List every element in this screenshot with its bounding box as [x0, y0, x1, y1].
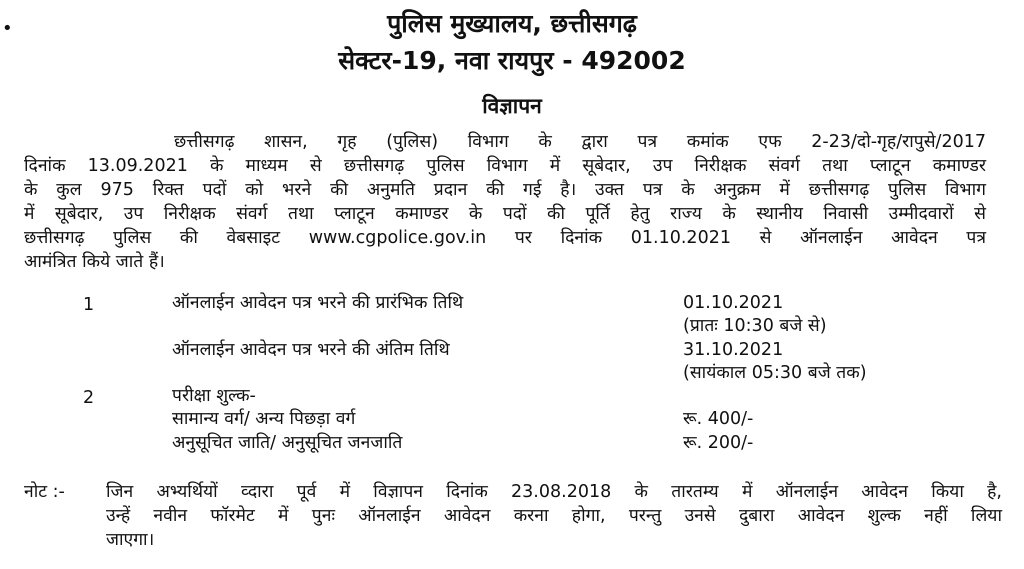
end-date-label: ऑनलाईन आवेदन पत्र भरने की अंतिम तिथि	[172, 340, 450, 360]
note-line: उन्हें नवीन फॉरमेट में पुनः ऑनलाईन आवेदन करना होगा, परन्तु उनसे दुबारा आवेदन शुल्क नहीं लिया	[106, 506, 1002, 526]
intro-line: आमंत्रित किये जाते हैं।	[24, 252, 165, 272]
start-time-value: (प्रातः 10:30 बजे से)	[683, 316, 827, 336]
end-date-value: 31.10.2021	[683, 340, 784, 360]
item-number: 1	[83, 295, 95, 315]
intro-line: में सूबेदार, उप निरीक्षक संवर्ग तथा प्लाटून कमाण्डर के पदों की पूर्ति हेतु राज्य के स्थानीय निवासी उम्मीदवारों से	[24, 204, 986, 224]
note-label: नोट :-	[24, 482, 65, 502]
note-body	[106, 480, 1002, 552]
intro-line: छत्तीसगढ़ शासन, गृह (पुलिस) विभाग के द्वारा पत्र कमांक एफ 2-23/दो-गृह/रापुसे/2017	[174, 132, 986, 152]
note-line: जाएगा।	[106, 530, 155, 550]
scan-mark: •	[2, 18, 13, 39]
document-title: विज्ञापन	[482, 94, 542, 118]
end-time-value: (सायंकाल 05:30 बजे तक)	[683, 363, 867, 383]
general-category-label: सामान्य वर्ग/ अन्य पिछड़ा वर्ग	[172, 409, 356, 429]
item-number: 2	[83, 388, 95, 408]
general-category-fee: रू. 400/-	[683, 409, 754, 429]
sc-st-category-fee: रू. 200/-	[683, 433, 754, 453]
intro-paragraph	[24, 130, 986, 274]
note-line: जिन अभ्यर्थियों व्दारा पूर्व में विज्ञापन दिनांक 23.08.2018 के तारतम्य में ऑनलाईन आवेदन किया है,	[106, 482, 1002, 502]
start-date-label: ऑनलाईन आवेदन पत्र भरने की प्रारंभिक तिथि	[172, 293, 464, 313]
office-name: पुलिस मुख्यालय, छत्तीसगढ़	[387, 9, 637, 38]
exam-fee-heading: परीक्षा शुल्क-	[172, 386, 256, 406]
office-address: सेक्टर-19, नवा रायपुर - 492002	[338, 46, 686, 75]
intro-line: के कुल 975 रिक्त पदों को भरने की अनुमति प्रदान की गई है। उक्त पत्र के अनुक्रम में छत्तीसगढ़ पुलिस विभाग	[24, 180, 986, 200]
intro-line: छत्तीसगढ़ पुलिस की वेबसाइट www.cgpolice.gov.in पर दिनांक 01.10.2021 से ऑनलाईन आवेदन पत्र	[24, 228, 986, 248]
start-date-value: 01.10.2021	[683, 293, 784, 313]
intro-line: दिनांक 13.09.2021 के माध्यम से छत्तीसगढ़ पुलिस विभाग में सूबेदार, उप निरीक्षक संवर्ग तथा प्लाटून कमाण्डर	[24, 156, 986, 176]
sc-st-category-label: अनुसूचित जाति/ अनुसूचित जनजाति	[172, 433, 403, 453]
